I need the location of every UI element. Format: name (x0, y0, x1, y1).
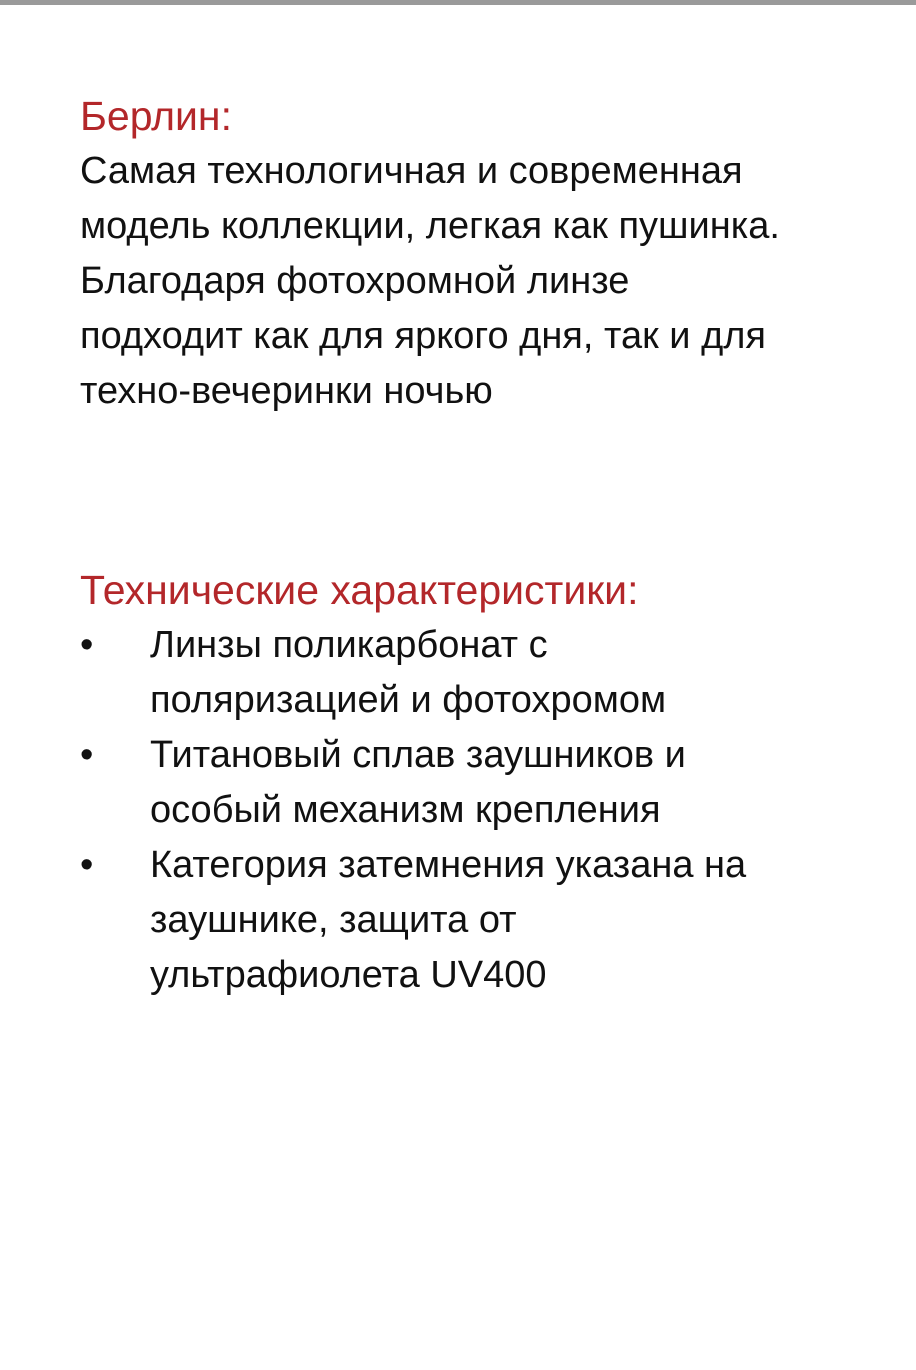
spec-item-tint-category (80, 838, 916, 1003)
description-line: техно-вечеринки ночью (80, 370, 493, 412)
specs-heading: Технические характеристики: (80, 567, 639, 613)
spec-item-lenses (80, 618, 916, 728)
specs-list (80, 618, 916, 1003)
berlin-section (80, 88, 916, 419)
description-line: Самая технологичная и современная (80, 150, 743, 192)
spec-line: особый механизм крепления (150, 789, 661, 831)
berlin-description (80, 144, 916, 419)
berlin-heading: Берлин: (80, 93, 232, 139)
bullet-icon: • (80, 624, 94, 666)
spec-line: Линзы поликарбонат с (150, 624, 548, 666)
spec-line: Титановый сплав заушников и (150, 734, 686, 776)
spec-line: Категория затемнения указана на (150, 844, 747, 886)
description-line: модель коллекции, легкая как пушинка. (80, 205, 780, 247)
spec-line: ультрафиолета UV400 (150, 954, 547, 996)
bullet-icon: • (80, 734, 94, 776)
specs-section (80, 562, 916, 1003)
spec-line: поляризацией и фотохромом (150, 679, 667, 721)
spec-line: заушнике, защита от (150, 899, 517, 941)
bullet-icon: • (80, 844, 94, 886)
top-divider (0, 0, 916, 5)
description-line: Благодаря фотохромной линзе (80, 260, 630, 302)
spec-item-temples (80, 728, 916, 838)
description-line: подходит как для яркого дня, так и для (80, 315, 767, 357)
